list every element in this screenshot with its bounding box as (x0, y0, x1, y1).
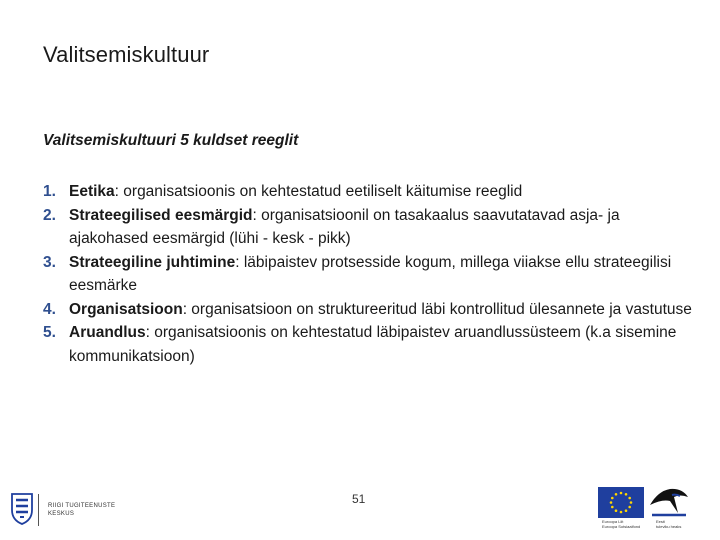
swallow-caption-line1: Eesti (656, 519, 665, 524)
swallow-logo (648, 485, 690, 529)
eu-flag-icon (598, 487, 644, 518)
eu-caption-line1: Euroopa Liit (602, 519, 624, 524)
organization-name-line1: RIIGI TUGITEENUSTE (48, 503, 116, 509)
list-item-number: 2. (43, 206, 56, 224)
page-number: 51 (352, 492, 366, 506)
swallow-icon (648, 485, 690, 519)
slide-subtitle: Valitsemiskultuuri 5 kuldset reeglit (43, 132, 299, 149)
list-item-text: : läbipaistev protsesside kogum, millega viiakse ellu strateegilisi eesmärke (69, 253, 672, 294)
estonian-coat-of-arms-icon (10, 492, 34, 526)
list-item-body (69, 204, 703, 251)
organization-name-line2: KESKUS (48, 511, 75, 517)
list-item-body (69, 298, 703, 322)
list-item-number: 5. (43, 324, 56, 341)
list-item (43, 298, 703, 322)
list-item-text: : organisatsioonis on kehtestatud läbipaistev aruandlussüsteem (k.a sisemine kommunikatsioon) (69, 324, 677, 365)
swallow-caption (656, 519, 681, 529)
logo-divider (38, 494, 39, 526)
list-item-body (69, 251, 703, 298)
list-item-term: Organisatsioon (69, 300, 183, 318)
list-item-body (69, 180, 703, 204)
list-item (43, 321, 703, 368)
eu-logo (598, 487, 644, 529)
organization-logo (10, 492, 160, 530)
swallow-caption-line2: tuleviku heaks (656, 524, 682, 529)
eu-caption (602, 519, 640, 529)
list-item-term: Aruandlus (69, 324, 146, 341)
list-item (43, 251, 703, 298)
list-item-text: : organisatsioonis on kehtestatud eetiliselt käitumise reeglid (114, 183, 523, 200)
list-item-number: 4. (43, 300, 56, 318)
list-item-body (69, 321, 703, 368)
list-item (43, 204, 703, 251)
slide-title: Valitsemiskultuur (43, 42, 210, 67)
list-item (43, 180, 703, 204)
list-item-text: : organisatsioon on struktureeritud läbi kontrollitud ülesannete ja vastutuse (182, 300, 692, 318)
list-item-number: 1. (43, 183, 56, 200)
list-item-text: : organisatsioonil on tasakaalus saavutatavad asja- ja ajakohased eesmärgid (lühi - kesk - pikk) (69, 206, 620, 247)
eu-caption-line2: Euroopa Sotsiaalfond (602, 524, 641, 529)
list-item-term: Strateegiline juhtimine (69, 253, 236, 271)
rules-list (43, 180, 703, 368)
list-item-number: 3. (43, 253, 56, 271)
list-item-term: Eetika (69, 183, 115, 200)
organization-name (48, 502, 115, 518)
list-item-term: Strateegilised eesmärgid (69, 206, 253, 224)
